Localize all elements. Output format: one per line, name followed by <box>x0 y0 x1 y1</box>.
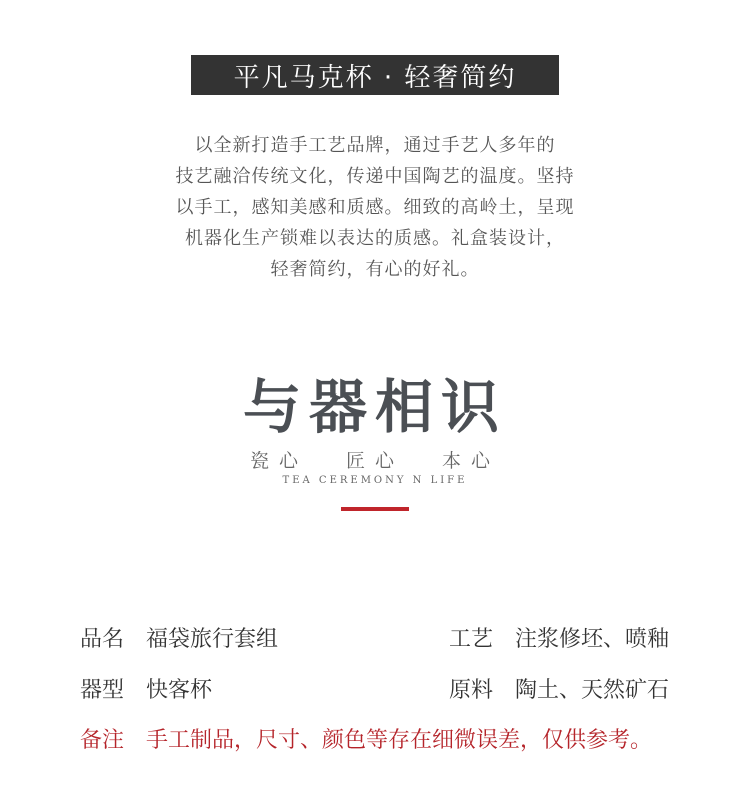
intro-line: 技艺融洽传统文化，传递中国陶艺的温度。坚持 <box>175 166 575 187</box>
spec-shape <box>80 673 212 704</box>
title-banner <box>191 55 559 95</box>
section-subtitle: 瓷心 匠心 本心 <box>249 450 501 472</box>
spec-label: 品名 <box>80 627 125 652</box>
spec-value: 手工制品，尺寸、颜色等存在细微误差，仅供参考。 <box>146 728 653 753</box>
section-title: 与器相识 <box>242 373 507 441</box>
intro-line: 以全新打造手工艺品牌，通过手艺人多年的 <box>194 135 556 156</box>
spec-label: 备注 <box>80 728 125 753</box>
intro-line: 以手工，感知美感和质感。细致的高岭土，呈现 <box>175 197 575 218</box>
spec-value: 快客杯 <box>146 678 213 703</box>
spec-note <box>80 723 652 754</box>
spec-label: 器型 <box>80 678 125 703</box>
banner-title: 平凡马克杯 · 轻奢简约 <box>233 62 517 93</box>
intro-line: 轻奢简约，有心的好礼。 <box>270 259 480 280</box>
accent-divider <box>341 507 409 511</box>
spec-material <box>449 673 669 704</box>
section-english-subtitle: TEA CEREMONY N LIFE <box>282 475 468 486</box>
spec-value: 注浆修坯、喷釉 <box>515 627 670 652</box>
intro-line: 机器化生产锁难以表达的质感。礼盒装设计， <box>185 228 565 249</box>
spec-product-name <box>80 622 278 653</box>
spec-label: 原料 <box>449 678 494 703</box>
spec-craft <box>449 622 669 653</box>
spec-value: 福袋旅行套组 <box>146 627 279 652</box>
intro-paragraph <box>75 130 675 285</box>
spec-value: 陶土、天然矿石 <box>515 678 670 703</box>
spec-label: 工艺 <box>449 627 494 652</box>
